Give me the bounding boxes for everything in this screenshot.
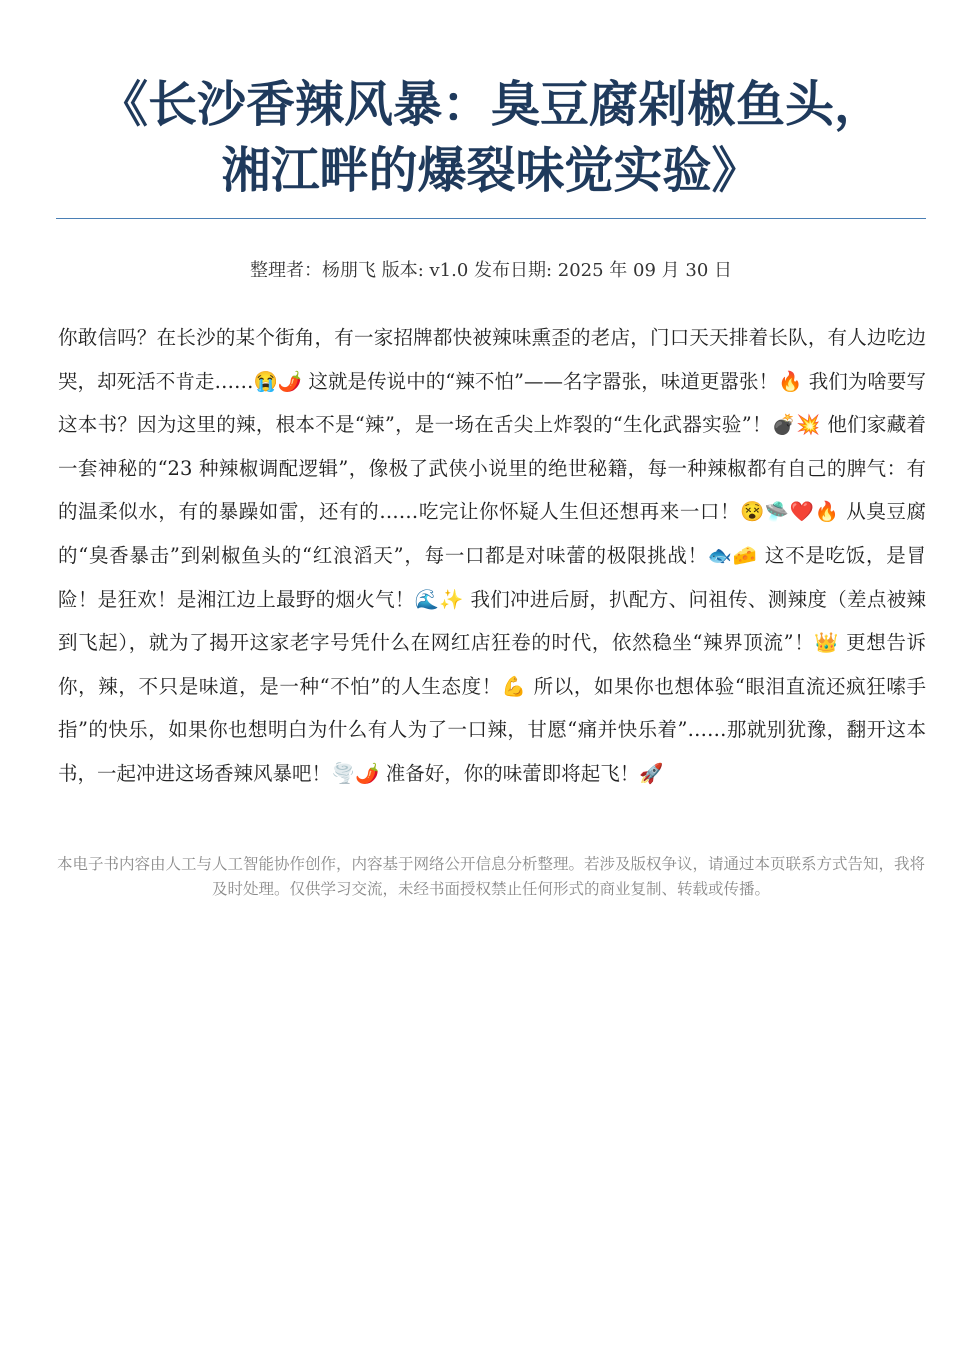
title-line-1: 《长沙香辣风暴：臭豆腐剁椒鱼头， <box>98 76 883 133</box>
body-paragraph: 你敢信吗？在长沙的某个街角，有一家招牌都快被辣味熏歪的老店，门口天天排着长队，有人边吃边哭，却死活不肯走……😭🌶️ 这就是传说中的“辣不怕”——名字嚣张，味道更嚣张！🔥 我们为啥要写这本书？因为这里的辣，根本不是“辣”，是一场在舌尖上炸裂的“生化武器实验”！💣💥 他们家藏着一套神秘的“23 种辣椒调配逻辑”，像极了武侠小说里的绝世秘籍，每一种辣椒都有自己的脾气：有的温柔似水，有的暴躁如雷，还有的……吃完让你怀疑人生但还想再来一口！😵🛸❤️🔥 从臭豆腐的“臭香暴击”到剁椒鱼头的“红浪滔天”，每一口都是对味蕾的极限挑战！🐟🧀 这不是吃饭，是冒险！是狂欢！是湘江边上最野的烟火气！🌊✨ 我们冲进后厨，扒配方、问祖传、测辣度（差点被辣到飞起），就为了揭开这家老字号凭什么在网红店狂卷的时代，依然稳坐“辣界顶流”！👑 更想告诉你，辣，不只是味道，是一种“不怕”的人生态度！💪 所以，如果你也想体验“眼泪直流还疯狂嗦手指”的快乐，如果你也想明白为什么有人为了一口辣，甘愿“痛并快乐着”……那就别犹豫，翻开这本书，一起冲进这场香辣风暴吧！🌪️🌶️ 准备好，你的味蕾即将起飞！🚀 <box>58 326 926 785</box>
title-line-2: 湘江畔的爆裂味觉实验》 <box>221 142 761 199</box>
title-divider <box>56 218 926 219</box>
page-title <box>56 72 926 204</box>
document-meta: 整理者：杨朋飞 版本: v1.0 发布日期: 2025 年 09 月 30 日 <box>249 260 733 281</box>
copyright-notice: 本电子书内容由人工与人工智能协作创作，内容基于网络公开信息分析整理。若涉及版权争议，请通过本页联系方式告知，我将及时处理。仅供学习交流，未经书面授权禁止任何形式的商业复制、转载或传播。 <box>56 855 925 898</box>
